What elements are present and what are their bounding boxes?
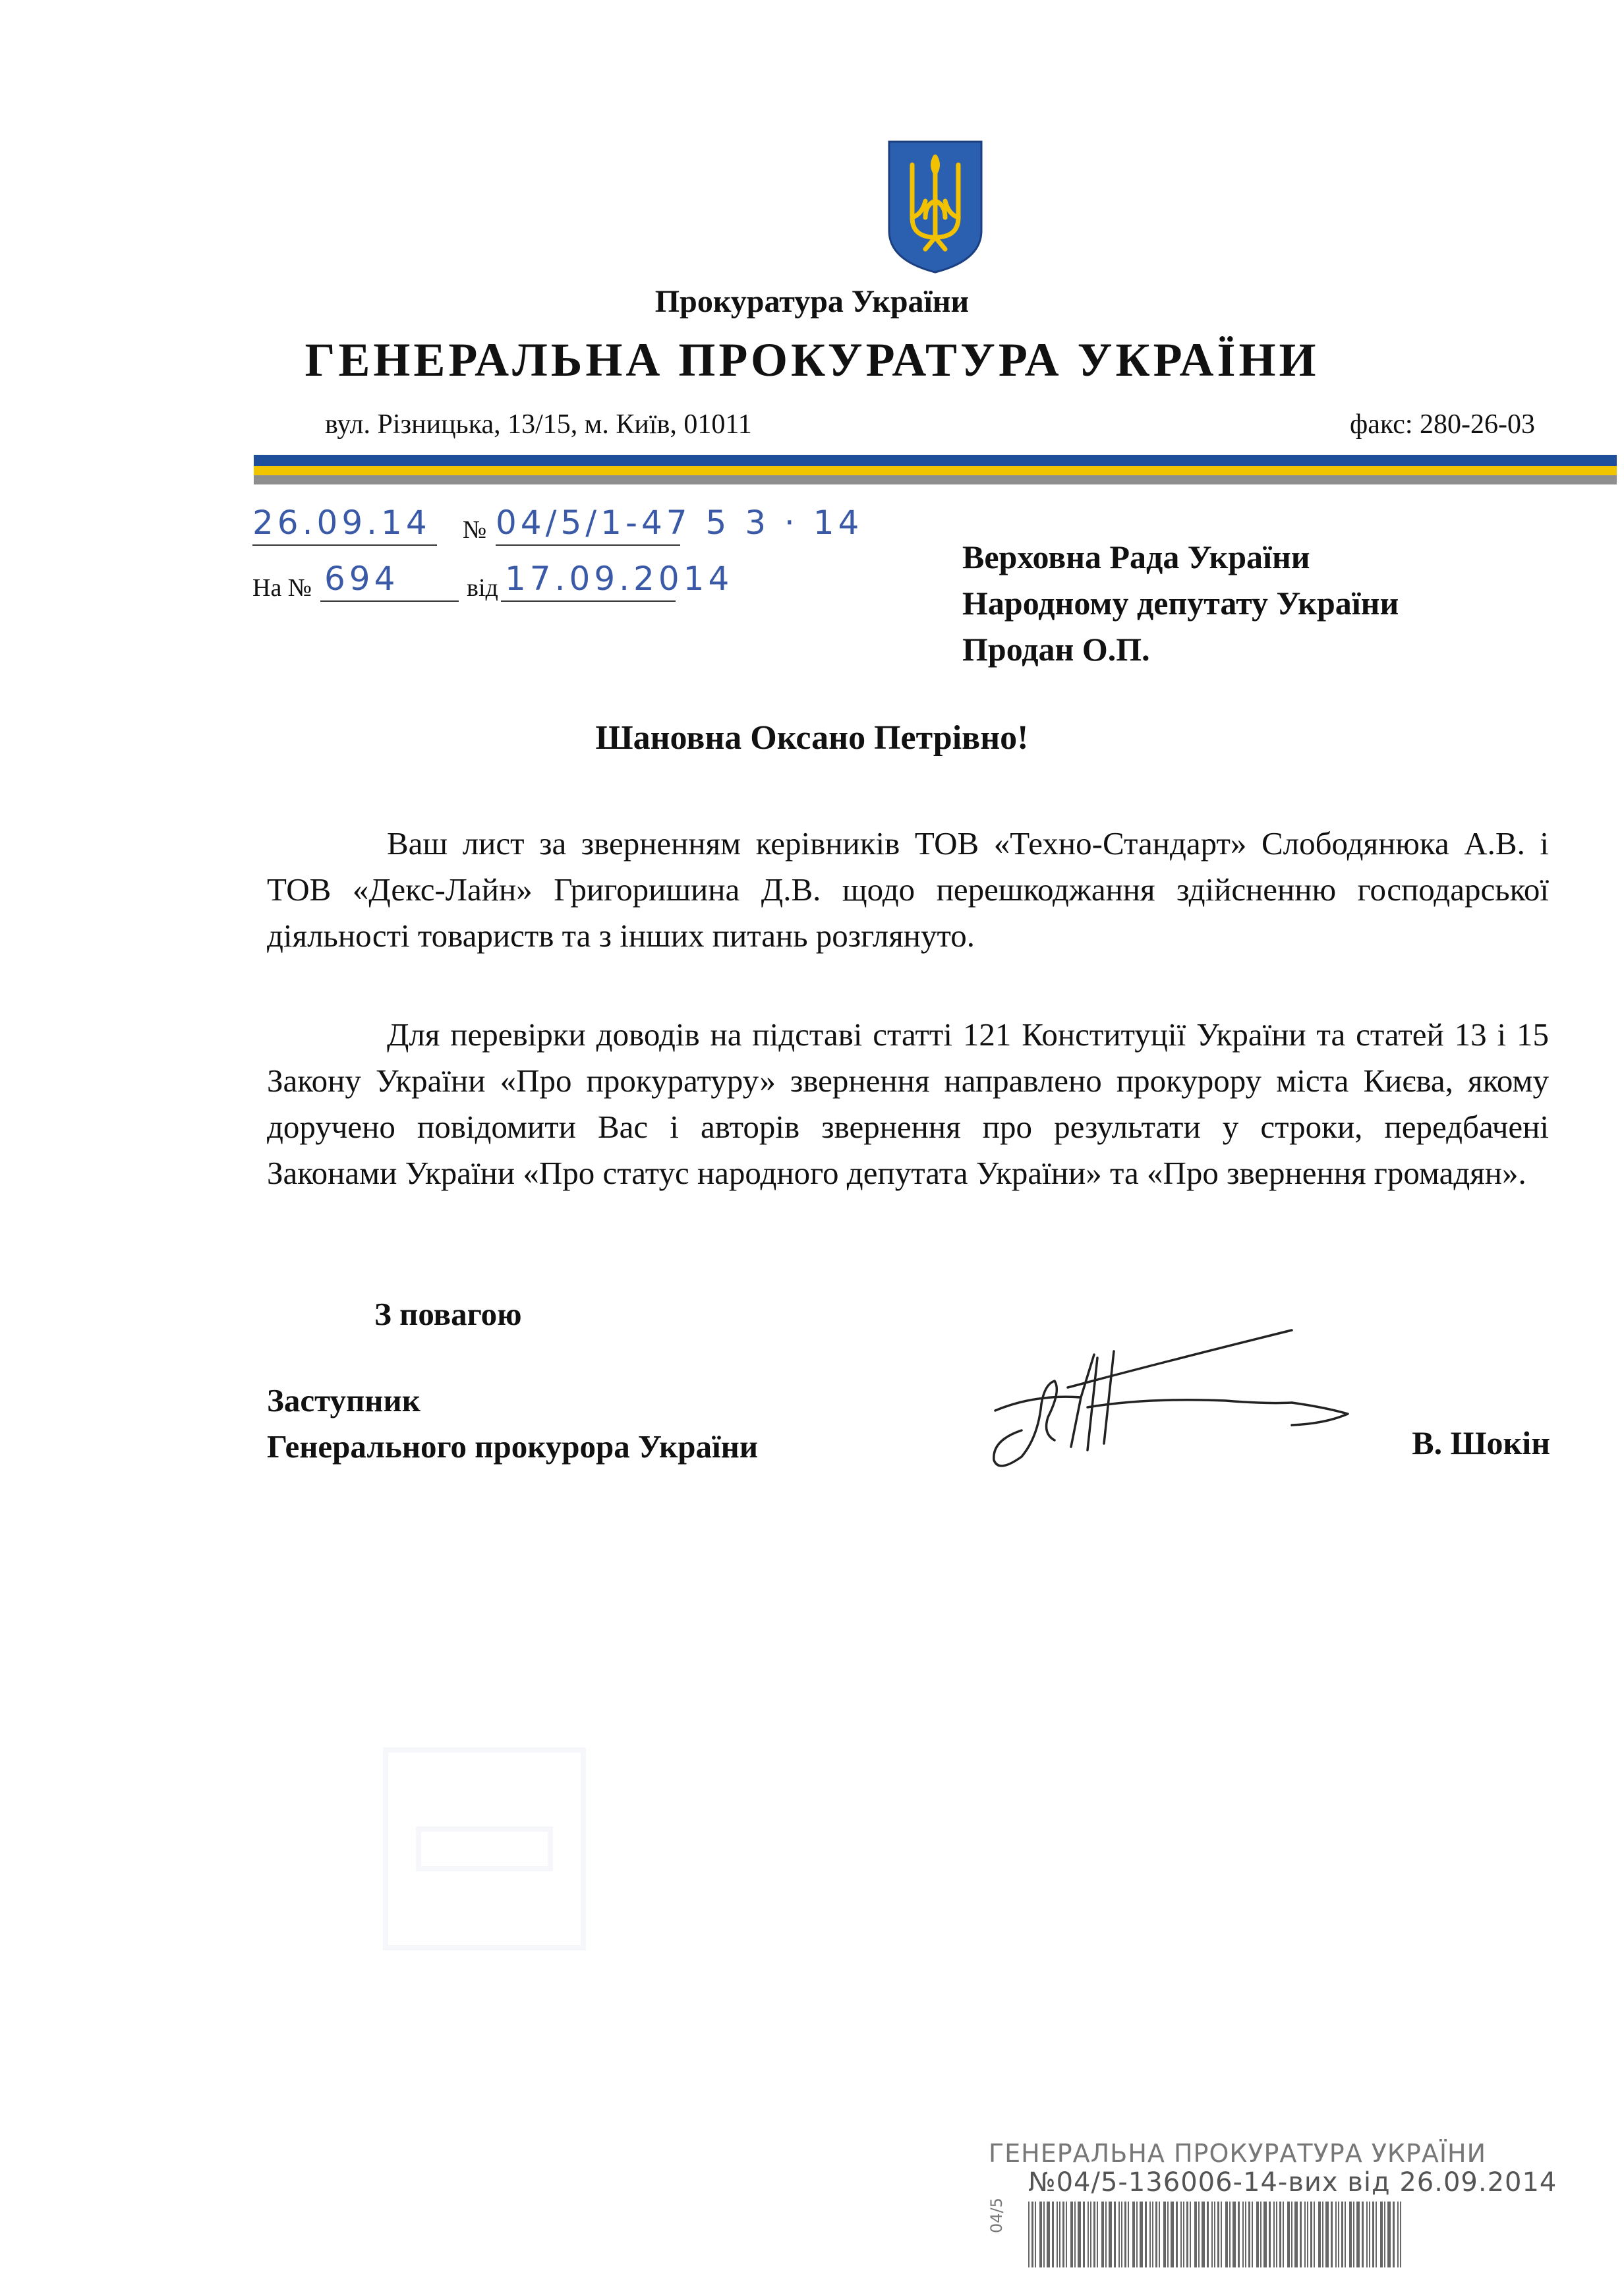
- barcode-bar: [1114, 2202, 1116, 2267]
- barcode-bar: [1217, 2202, 1219, 2267]
- barcode-bar: [1109, 2202, 1112, 2267]
- barcode-bar: [1300, 2202, 1302, 2267]
- barcode-bar: [1252, 2202, 1253, 2267]
- barcode-bar: [1380, 2202, 1383, 2267]
- barcode-bar: [1118, 2202, 1120, 2267]
- barcode-bar: [1180, 2202, 1182, 2267]
- barcode-bar: [1074, 2202, 1076, 2267]
- header-stripe-yellow: [254, 466, 1617, 475]
- barcode-bar: [1155, 2202, 1157, 2267]
- stamp-number: №04/5-136006-14-вих від 26.09.2014: [1028, 2167, 1557, 2198]
- outgoing-number: 04/5/1-47 5 3 · 14: [496, 504, 863, 542]
- barcode-bar: [1163, 2202, 1166, 2267]
- barcode-bar: [1245, 2202, 1246, 2267]
- recipient-line-1: Верховна Рада України: [962, 539, 1310, 575]
- recipient-block: [962, 534, 1399, 672]
- barcode-bar: [1362, 2202, 1364, 2267]
- signer-position-line-2: Генерального прокурора України: [267, 1428, 759, 1465]
- barcode-bar: [1310, 2202, 1312, 2267]
- address: вул. Різницька, 13/15, м. Київ, 01011: [325, 409, 752, 440]
- barcode-bar: [1132, 2202, 1135, 2267]
- barcode-bar: [1059, 2202, 1060, 2267]
- outgoing-date-field: [252, 504, 437, 546]
- barcode-bar: [1149, 2202, 1151, 2267]
- barcode-bar: [1356, 2202, 1360, 2267]
- barcode-bar: [1260, 2202, 1262, 2267]
- barcode-bar: [1066, 2202, 1067, 2267]
- barcode-bar: [1225, 2202, 1228, 2267]
- barcode-bar: [1349, 2202, 1352, 2267]
- barcode-bar: [1176, 2202, 1178, 2267]
- reply-date-field: [501, 560, 734, 602]
- barcode-bar: [1242, 2202, 1244, 2267]
- barcode-bar: [1345, 2202, 1346, 2267]
- barcode-bar: [1283, 2202, 1284, 2267]
- reply-date-label: від: [467, 574, 498, 602]
- barcode-bar: [1186, 2202, 1188, 2267]
- recipient-line-3: Продан О.П.: [962, 631, 1150, 668]
- office-name: Прокуратура України: [654, 284, 970, 319]
- barcode-bar: [1263, 2202, 1267, 2267]
- barcode-bar: [1047, 2202, 1050, 2267]
- barcode-bar: [1097, 2202, 1098, 2267]
- watermark: [379, 1737, 603, 1968]
- body-paragraph-2: Для перевірки доводів на підставі статті 121 Конституції України та статей 13 і 15 Закону України «Про прокуратуру» звернення направлено прокурору міста Києва, якому доручено повідомити Вас і авторів звернення про результати у строки, передбачені Законами України «Про статус народного депутата України» та «Про звернення громадян».: [267, 1016, 1549, 1191]
- barcode-bar: [1183, 2202, 1184, 2267]
- barcode-bar: [1039, 2202, 1042, 2267]
- barcode-bar: [1207, 2202, 1209, 2267]
- barcode-bar: [1335, 2202, 1337, 2267]
- barcode-bar: [1062, 2202, 1064, 2267]
- reply-number-label: На №: [252, 574, 312, 602]
- stamp-code: 04/5: [987, 2198, 1006, 2233]
- barcode-bar: [1035, 2202, 1036, 2267]
- barcode-bar: [1124, 2202, 1126, 2267]
- barcode-bar: [1221, 2202, 1222, 2267]
- barcode-bar: [1088, 2202, 1089, 2267]
- barcode-bar: [1279, 2202, 1281, 2267]
- barcode-bar: [1028, 2202, 1030, 2267]
- barcode-bar: [1140, 2202, 1143, 2267]
- barcode-bar: [1198, 2202, 1200, 2267]
- barcode-bar: [1366, 2202, 1368, 2267]
- barcode-bar: [1304, 2202, 1306, 2267]
- barcode-bar: [1052, 2202, 1054, 2267]
- barcode-bar: [1152, 2202, 1153, 2267]
- barcode-bar: [1121, 2202, 1122, 2267]
- barcode-bar: [1070, 2202, 1073, 2267]
- barcode-bar: [1190, 2202, 1191, 2267]
- barcode-bar: [1214, 2202, 1215, 2267]
- number-label: №: [463, 516, 487, 544]
- barcode-bar: [1369, 2202, 1370, 2267]
- barcode-bar: [1171, 2202, 1174, 2267]
- organization-title: ГЕНЕРАЛЬНА ПРОКУРАТУРА УКРАЇНИ: [304, 334, 1320, 386]
- barcode-bar: [1307, 2202, 1308, 2267]
- signer-name: В. Шокін: [1412, 1424, 1550, 1461]
- barcode-bar: [1269, 2202, 1271, 2267]
- barcode-bar: [1136, 2202, 1138, 2267]
- handwritten-signature: [982, 1325, 1364, 1476]
- barcode-bar: [1031, 2202, 1033, 2267]
- reply-date: 17.09.2014: [505, 560, 734, 598]
- barcode-bar: [1376, 2202, 1377, 2267]
- stamp-organization: ГЕНЕРАЛЬНА ПРОКУРАТУРА УКРАЇНИ: [989, 2139, 1487, 2168]
- barcode-bar: [1294, 2202, 1298, 2267]
- barcode-bar: [1043, 2202, 1045, 2267]
- barcode-bar: [1101, 2202, 1104, 2267]
- barcode-bar: [1372, 2202, 1374, 2267]
- barcode-bar: [1273, 2202, 1275, 2267]
- barcode-bar: [1093, 2202, 1095, 2267]
- barcode-bar: [1083, 2202, 1085, 2267]
- body-paragraph-1: Ваш лист за зверненням керівників ТОВ «Техно-Стандарт» Слободянюка А.В. і ТОВ «Декс-Лайн» Григоришина Д.В. щодо перешкоджання здійсненню господарської діяльності товариств та з інших питань розглянуто.: [267, 825, 1549, 954]
- barcode-bar: [1291, 2202, 1292, 2267]
- barcode-bar: [1078, 2202, 1081, 2267]
- barcode-bar: [1353, 2202, 1354, 2267]
- greeting: Шановна Оксано Петрівно!: [595, 719, 1029, 757]
- barcode-bar: [1400, 2202, 1401, 2267]
- barcode-bar: [1211, 2202, 1213, 2267]
- barcode-bar: [1397, 2202, 1399, 2267]
- header-stripe-grey: [254, 475, 1617, 484]
- barcode-bar: [1105, 2202, 1107, 2267]
- fax-number: факс: 280-26-03: [1350, 409, 1535, 440]
- barcode-bar: [1238, 2202, 1240, 2267]
- barcode-bar: [1229, 2202, 1231, 2267]
- barcode-bar: [1232, 2202, 1236, 2267]
- barcode-bar: [1194, 2202, 1197, 2267]
- barcode-bar: [1314, 2202, 1315, 2267]
- barcode-bar: [1159, 2202, 1160, 2267]
- stamp-barcode: [1028, 2202, 1404, 2267]
- barcode-bar: [1325, 2202, 1329, 2267]
- barcode-bar: [1248, 2202, 1250, 2267]
- barcode-bar: [1393, 2202, 1395, 2267]
- barcode-bar: [1090, 2202, 1091, 2267]
- barcode-bar: [1167, 2202, 1169, 2267]
- barcode-bar: [1322, 2202, 1323, 2267]
- barcode-bar: [1387, 2202, 1391, 2267]
- header-stripe-blue: [254, 455, 1617, 466]
- barcode-bar: [1338, 2202, 1339, 2267]
- outgoing-number-field: [496, 504, 863, 546]
- barcode-bar: [1276, 2202, 1277, 2267]
- outgoing-date: 26.09.14: [252, 504, 431, 542]
- coat-of-arms-icon: [886, 138, 985, 274]
- barcode-bar: [1287, 2202, 1290, 2267]
- reply-number: 694: [324, 560, 399, 598]
- barcode-bar: [1256, 2202, 1259, 2267]
- closing-regards: З повагою: [374, 1296, 522, 1332]
- reply-number-field: [320, 560, 459, 602]
- barcode-bar: [1341, 2202, 1343, 2267]
- signer-position-line-1: Заступник: [267, 1382, 420, 1418]
- barcode-bar: [1057, 2202, 1058, 2267]
- recipient-line-2: Народному депутату України: [962, 585, 1399, 622]
- signer-position: [267, 1378, 758, 1470]
- barcode-bar: [1331, 2202, 1333, 2267]
- barcode-bar: [1202, 2202, 1205, 2267]
- barcode-bar: [1128, 2202, 1129, 2267]
- barcode-bar: [1145, 2202, 1147, 2267]
- barcode-bar: [1384, 2202, 1385, 2267]
- barcode-bar: [1318, 2202, 1321, 2267]
